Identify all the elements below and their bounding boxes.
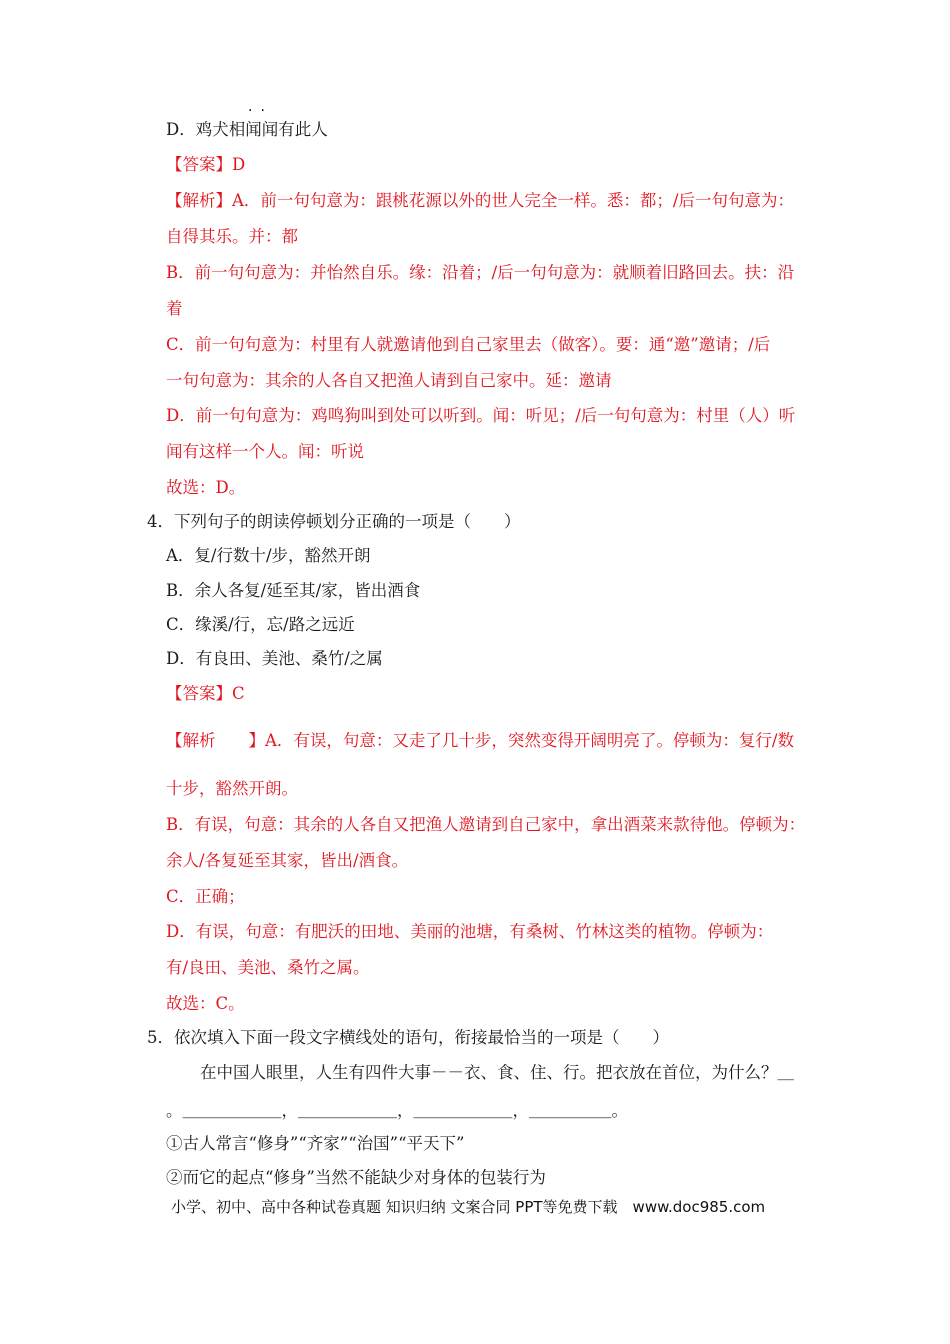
q5-item-1: ①古人常言“修身”“齐家”“治国”“平天下” <box>166 1134 465 1153</box>
q3-analysis-line: C．前一句句意为：村里有人就邀请他到自己家里去（做客）。要：通“邀”邀请；/后 <box>166 335 771 354</box>
q3-answer: 【答案】D <box>166 155 246 174</box>
q3-choice: 故选：D。 <box>166 478 246 497</box>
q3-analysis-line: D．前一句句意为：鸡鸣狗叫到处可以听到。闻：听见；/后一句句意为：村里（人）听 <box>166 406 796 425</box>
footer-banner: 小学、初中、高中各种试卷真题 知识归纳 文案合同 PPT等免费下载 www.doc985.com <box>171 1198 766 1216</box>
q4-analysis-line: 十步，豁然开朗。 <box>166 779 298 798</box>
q4-analysis-line: C．正确； <box>166 887 245 906</box>
q4-choice: 故选：C。 <box>166 994 245 1013</box>
q3-analysis-line: 【解析】A．前一句句意为：跟桃花源以外的世人完全一样。悉：都；/后一句句意为： <box>166 191 794 210</box>
q4-analysis-line: 有/良田、美池、桑竹之属。 <box>166 958 370 977</box>
q4-analysis-line: D．有误，句意：有肥沃的田地、美丽的池塘，有桑树、竹林这类的植物。停顿为： <box>166 922 774 941</box>
q3-analysis-line: 闻有这样一个人。闻：听说 <box>166 442 364 461</box>
q4-option-b: B．余人各复/延至其/家，皆出酒食 <box>166 581 421 600</box>
emphasis-dots: ·· <box>248 103 273 119</box>
q5-item-2: ②而它的起点“修身”当然不能缺少对身体的包装行为 <box>166 1168 546 1187</box>
q3-option-d: D．鸡犬相闻闻有此人 <box>166 120 328 139</box>
q4-stem: 4．下列句子的朗读停顿划分正确的一项是（ ） <box>147 512 521 531</box>
q4-option-d: D．有良田、美池、桑竹/之属 <box>166 649 383 668</box>
q5-passage-line: 在中国人眼里，人生有四件大事－－衣、食、住、行。把衣放在首位，为什么？＿ <box>200 1063 794 1082</box>
q4-analysis-line: B．有误，句意：其余的人各自又把渔人邀请到自己家中，拿出酒菜来款待他。停顿为： <box>166 815 806 834</box>
q3-analysis-line: 着 <box>166 299 183 318</box>
q3-analysis-line: 自得其乐。并：都 <box>166 227 298 246</box>
q4-option-a: A．复/行数十/步，豁然开朗 <box>166 546 371 565</box>
q3-analysis-line: B．前一句句意为：并怡然自乐。缘：沿着；/后一句句意为：就顺着旧路回去。扶：沿 <box>166 263 795 282</box>
q3-analysis-line: 一句句意为：其余的人各自又把渔人请到自己家中。延：邀请 <box>166 371 612 390</box>
q4-analysis-line: 余人/各复延至其家，皆出/酒食。 <box>166 851 409 870</box>
q4-option-c: C．缘溪/行，忘/路之远近 <box>166 615 355 634</box>
q4-analysis-line: 【解析 】A．有误，句意：又走了几十步，突然变得开阔明亮了。停顿为：复行/数 <box>166 731 794 750</box>
q4-answer: 【答案】C <box>166 684 245 703</box>
q5-stem: 5．依次填入下面一段文字横线处的语句，衔接最恰当的一项是（ ） <box>147 1028 669 1047</box>
q5-passage-line: 。＿＿＿＿＿＿，＿＿＿＿＿＿，＿＿＿＿＿＿，＿＿＿＿＿。 <box>166 1101 628 1120</box>
